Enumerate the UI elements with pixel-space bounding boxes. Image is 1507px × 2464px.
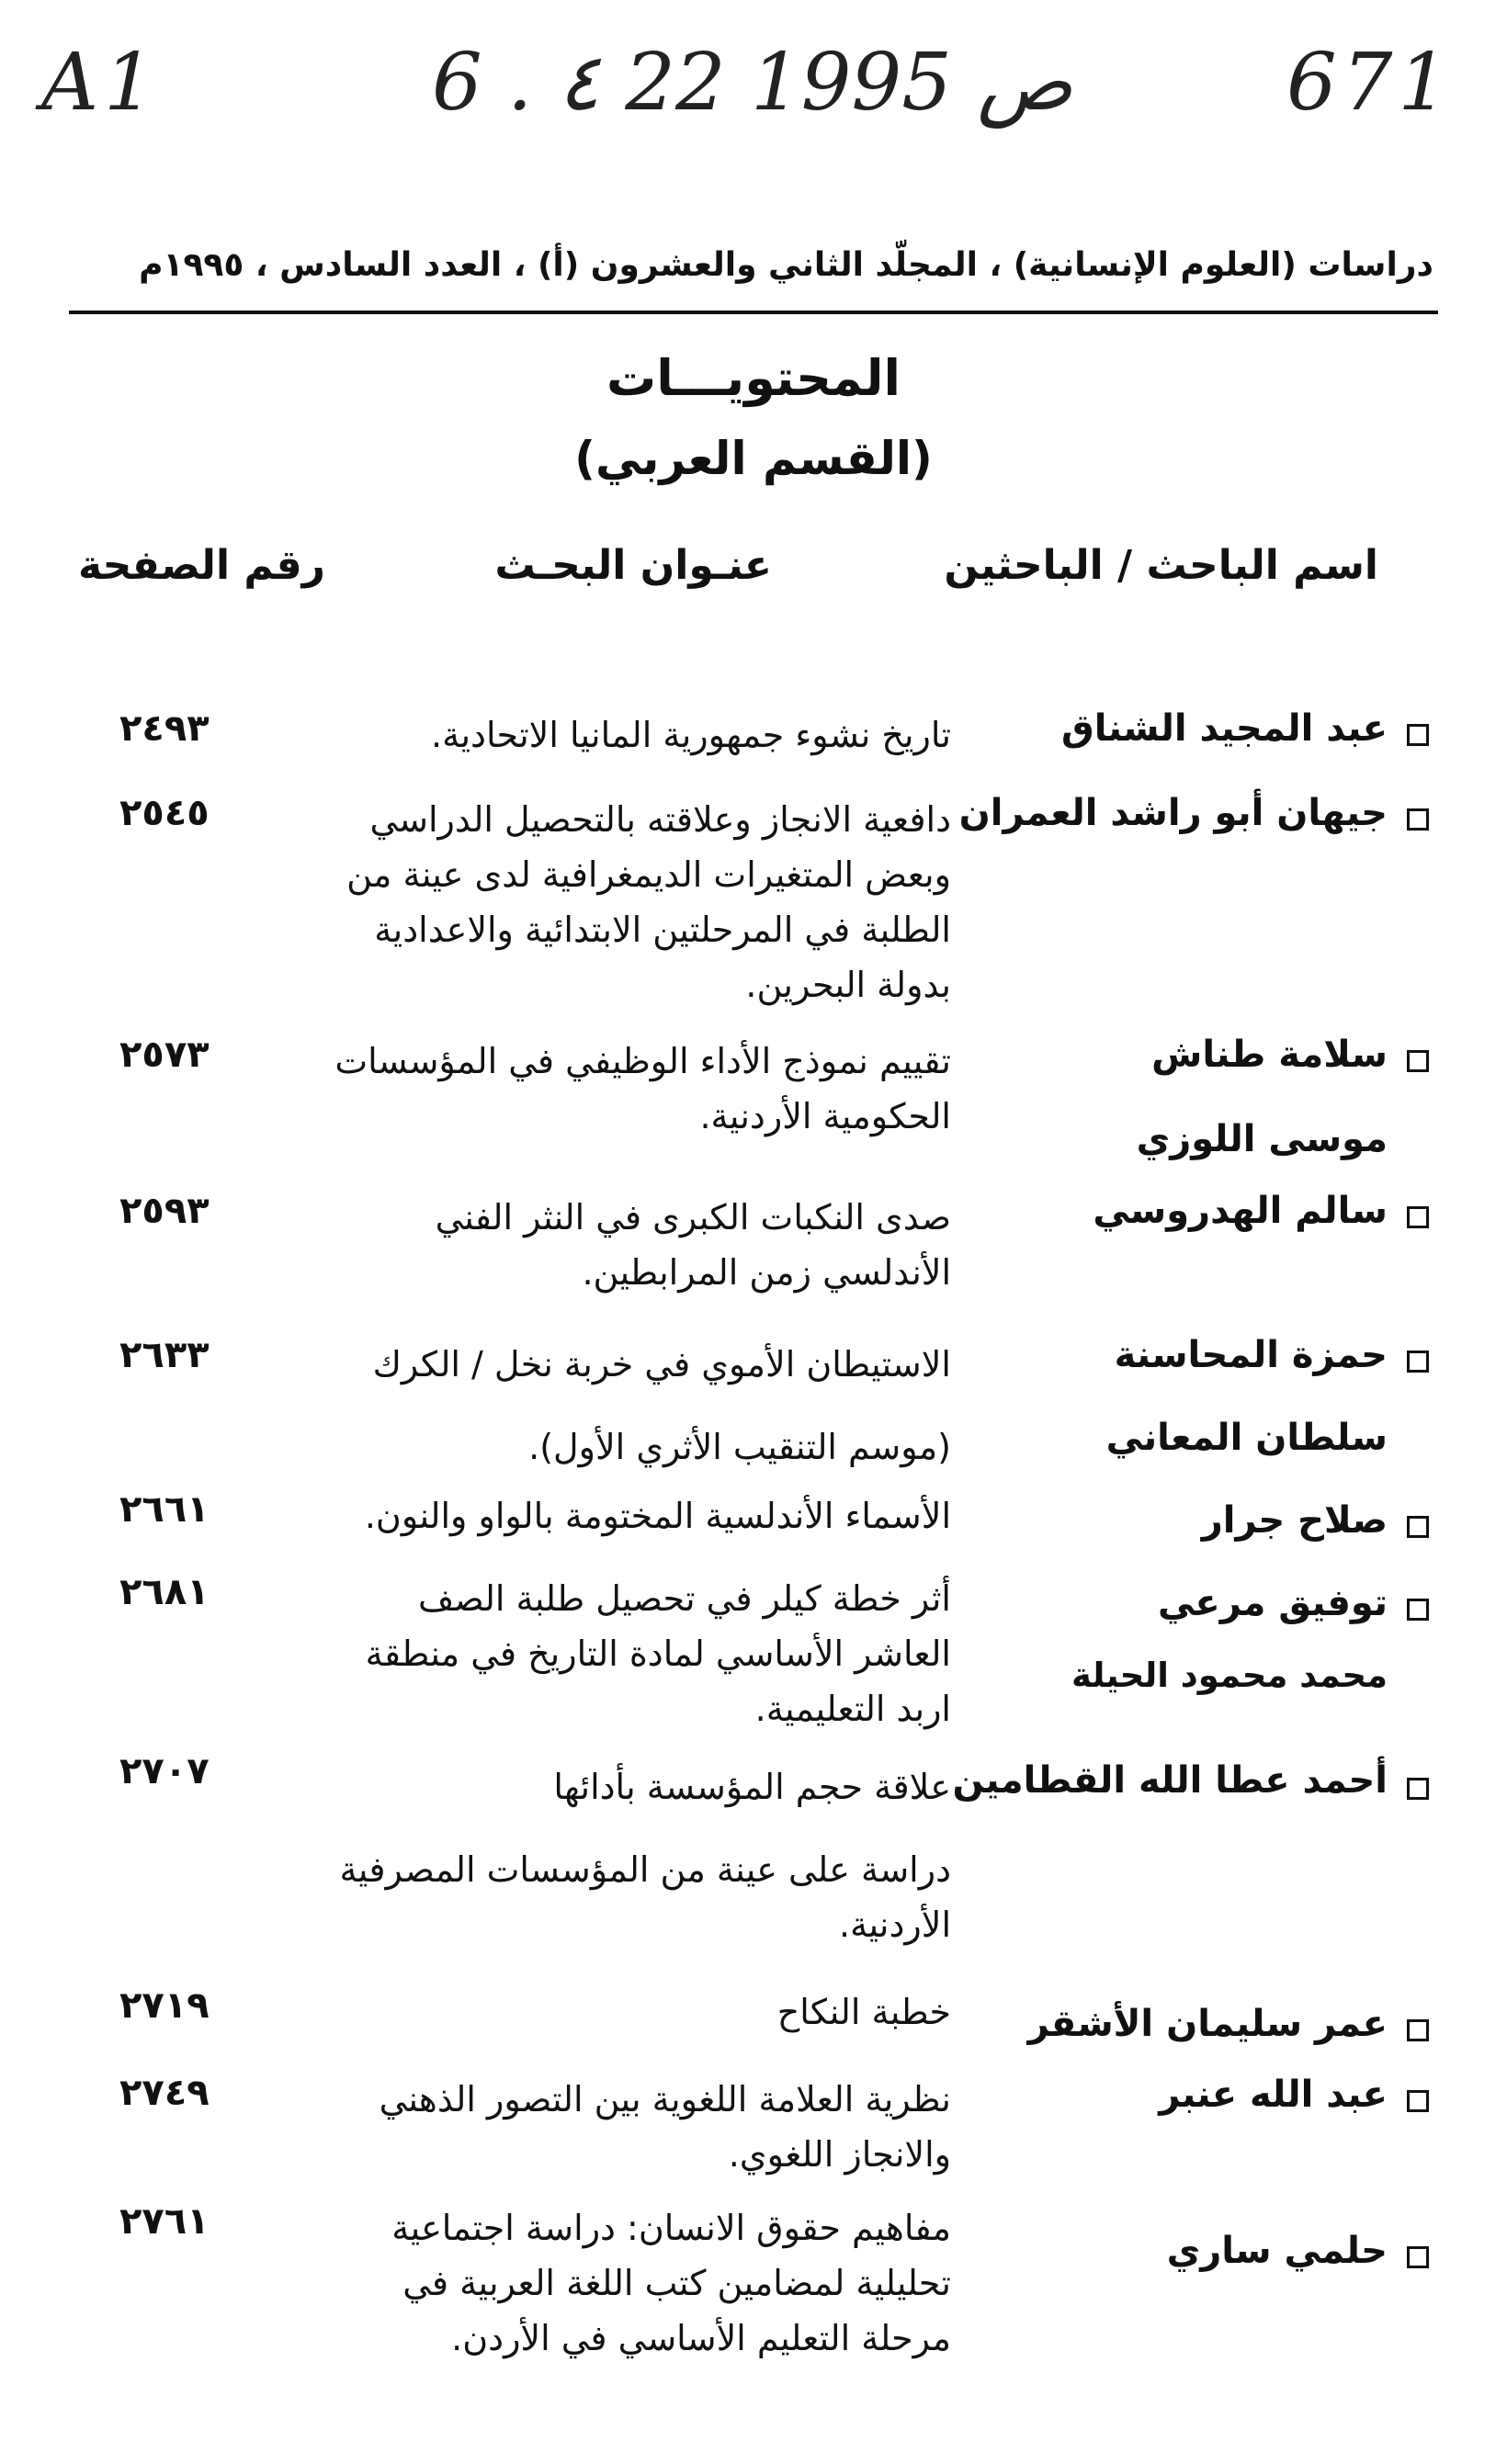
research-title (289, 2072, 951, 2182)
author-name: سلامة طناش (1151, 1034, 1388, 1076)
title-line: نظرية العلامة اللغوية بين التصور الذهني (379, 2079, 951, 2119)
page-number: ٢٥٩٣ (119, 1190, 210, 1232)
author-name: أحمد عطا الله القطامين (952, 1759, 1388, 1802)
author-name: موسى اللوزي (1136, 1118, 1388, 1160)
author-name: عبد المجيد الشناق (1061, 707, 1388, 750)
title-line: مفاهيم حقوق الانسان: دراسة اجتماعية (391, 2208, 951, 2248)
title-line: الطلبة في المرحلتين الابتدائية والاعدادية (374, 910, 951, 950)
header-divider (69, 311, 1438, 314)
title-line: دراسة على عينة من المؤسسات المصرفية (339, 1849, 951, 1890)
author-name: حمزة المحاسنة (1114, 1334, 1388, 1376)
author-name: محمد محمود الحيلة (1071, 1656, 1388, 1695)
research-title (289, 2200, 951, 2366)
page-number: ٢٧١٩ (119, 1984, 210, 2027)
checkbox-icon (1407, 1778, 1429, 1800)
checkbox-icon (1407, 1599, 1429, 1621)
title-line: الأندلسي زمن المرابطين. (582, 1252, 951, 1293)
column-author: اسم الباحث / الباحثين (944, 542, 1378, 589)
checkbox-icon (1407, 1516, 1429, 1538)
title-line: مرحلة التعليم الأساسي في الأردن. (451, 2318, 951, 2358)
page-number: ٢٧٦١ (119, 2200, 210, 2243)
title-line: العاشر الأساسي لمادة التاريخ في منطقة (365, 1633, 951, 1674)
checkbox-icon (1407, 2090, 1429, 2112)
title-line: دافعية الانجاز وعلاقته بالتحصيل الدراسي (369, 799, 951, 840)
page-number: ٢٥٤٥ (119, 792, 210, 834)
title-line: تحليلية لمضامين كتب اللغة العربية في (402, 2263, 951, 2303)
title-line: علاقة حجم المؤسسة بأدائها (553, 1767, 951, 1807)
title-line: أثر خطة كيلر في تحصيل طلبة الصف (418, 1578, 951, 1619)
checkbox-icon (1407, 1206, 1429, 1228)
checkbox-icon (1407, 1050, 1429, 1072)
title-line: الاستيطان الأموي في خربة نخل / الكرك (372, 1344, 951, 1385)
page-number: ٢٤٩٣ (119, 707, 210, 750)
page-number: ٢٦٨١ (119, 1571, 210, 1613)
handwritten-code: A1 (41, 37, 160, 129)
checkbox-icon (1407, 2246, 1429, 2268)
page-number: ٢٦٣٣ (119, 1334, 210, 1376)
research-title (289, 1190, 951, 1300)
title-line: صدى النكبات الكبرى في النثر الفني (435, 1197, 951, 1238)
title-line: وبعض المتغيرات الديمغرافية لدى عينة من (346, 854, 951, 895)
checkbox-icon (1407, 1351, 1429, 1373)
research-title (289, 1759, 951, 1952)
handwritten-date: 6 . ٤ 22 ص 1995 (432, 37, 1073, 129)
title-line: الحكومية الأردنية. (699, 1096, 951, 1136)
title-line: اربد التعليمية. (754, 1689, 951, 1729)
research-title (289, 1984, 951, 2040)
research-title (289, 792, 951, 1012)
page-title: المحتويـــات (606, 349, 901, 407)
page-number: ٢٥٧٣ (119, 1034, 210, 1076)
author-name: توفيق مرعي (1157, 1582, 1388, 1624)
column-research: عنـوان البحـث (494, 542, 772, 589)
handwritten-annotation (0, 0, 1507, 184)
checkbox-icon (1407, 808, 1429, 831)
author-name: صلاح جرار (1201, 1499, 1388, 1542)
title-line: تاريخ نشوء جمهورية المانيا الاتحادية. (431, 715, 951, 755)
title-line: بدولة البحرين. (745, 965, 951, 1005)
author-name: عبد الله عنبر (1159, 2074, 1388, 2116)
page-subtitle: (القسم العربي) (574, 432, 933, 485)
title-line: تقييم نموذج الأداء الوظيفي في المؤسسات (334, 1041, 951, 1081)
checkbox-icon (1407, 724, 1429, 746)
research-title (289, 1488, 951, 1543)
author-name: عمر سليمان الأشقر (1027, 2003, 1388, 2045)
page-number: ٢٧٠٧ (119, 1750, 210, 1792)
handwritten-number: 671 (1286, 37, 1455, 129)
page-number: ٢٧٤٩ (119, 2072, 210, 2114)
title-line: الأسماء الأندلسية المختومة بالواو والنون. (364, 1496, 951, 1536)
research-title (289, 707, 951, 763)
title-line: والانجاز اللغوي. (728, 2134, 951, 2175)
author-name: جيهان أبو راشد العمران (958, 792, 1388, 834)
author-name: حلمي ساري (1166, 2230, 1388, 2272)
author-name: سلطان المعاني (1105, 1417, 1388, 1459)
title-line: الأردنية. (839, 1905, 951, 1945)
column-page: رقم الصفحة (78, 542, 325, 589)
research-title (289, 1571, 951, 1736)
research-title (289, 1034, 951, 1144)
title-line: (موسم التنقيب الأثري الأول). (528, 1427, 951, 1467)
author-name: سالم الهدروسي (1093, 1190, 1388, 1232)
page-number: ٢٦٦١ (119, 1488, 210, 1531)
journal-header: دراسات (العلوم الإنسانية) ، المجلّد الثاني والعشرون (أ) ، العدد السادس ، ١٩٩٥م (139, 246, 1433, 284)
research-title (289, 1323, 951, 1488)
checkbox-icon (1407, 2019, 1429, 2041)
title-line: خطبة النكاح (776, 1992, 951, 2032)
